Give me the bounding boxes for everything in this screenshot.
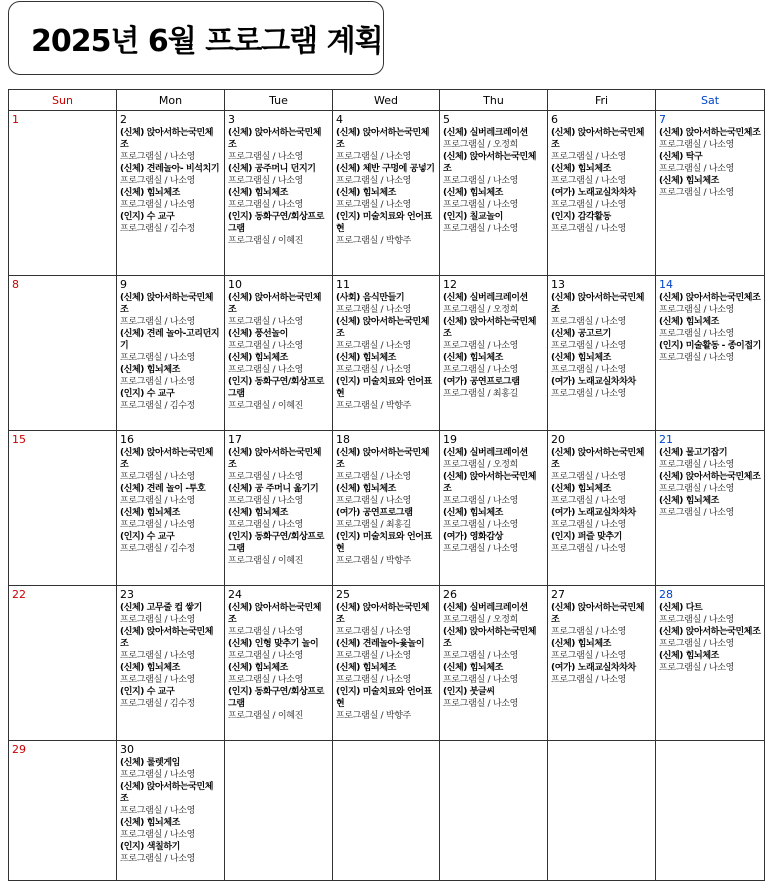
day-number: 30 [120, 743, 134, 756]
program-location: 프로그램실 / 이혜진 [228, 236, 304, 246]
program-name: (신체) 앉아서하는국민체조 [659, 293, 761, 303]
program-name: (신체) 견레놀아-윷놀이 [336, 639, 425, 649]
program-name: (인지) 색칠하기 [120, 842, 180, 852]
program-location: 프로그램실 / 나소영 [120, 520, 196, 530]
weekday-thu: Thu [440, 90, 548, 111]
program-name: (신체) 공고르기 [551, 329, 611, 339]
program-name: (신체) 앉아서하는국민체조 [120, 782, 214, 804]
program-location: 프로그램실 / 박향주 [336, 556, 412, 566]
program-location: 프로그램실 / 나소영 [551, 520, 627, 530]
program-name: (신체) 힘뇌체조 [443, 353, 503, 363]
program-name: (인지) 미술활동 - 종이접기 [659, 341, 761, 351]
program-location: 프로그램실 / 나소영 [228, 317, 304, 327]
program-location: 프로그램실 / 나소영 [120, 377, 196, 387]
program-name: (신체) 힘뇌체조 [120, 188, 180, 198]
program-location: 프로그램실 / 나소영 [443, 699, 519, 709]
program-location: 프로그램실 / 나소영 [551, 496, 627, 506]
program-name: (신체) 힘뇌체조 [120, 818, 180, 828]
program-name: (신체) 힘뇌체조 [336, 188, 396, 198]
program-location: 프로그램실 / 나소영 [443, 224, 519, 234]
day-number: 6 [551, 113, 558, 126]
program-location: 프로그램실 / 김수정 [120, 544, 196, 554]
program-location: 프로그램실 / 나소영 [228, 152, 304, 162]
day-number: 18 [336, 433, 350, 446]
program-location: 프로그램실 / 나소영 [120, 496, 196, 506]
day-cell [656, 431, 765, 586]
day-number: 26 [443, 588, 457, 601]
program-name: (신체) 실버레크레이션 [443, 448, 528, 458]
program-location: 프로그램실 / 나소영 [551, 365, 627, 375]
program-location: 프로그램실 / 나소영 [443, 675, 519, 685]
day-number: 10 [228, 278, 242, 291]
day-cell [656, 586, 765, 741]
day-cell [548, 431, 656, 586]
program-location: 프로그램실 / 나소영 [228, 520, 304, 530]
program-location: 프로그램실 / 나소영 [659, 188, 735, 198]
weekday-fri: Fri [548, 90, 656, 111]
program-location: 프로그램실 / 나소영 [659, 353, 735, 363]
day-cell [333, 276, 440, 431]
program-location: 프로그램실 / 나소영 [659, 615, 735, 625]
program-name: (인지) 동화구연/회상프로그램 [228, 687, 324, 709]
day-cell [117, 276, 225, 431]
day-cell [225, 111, 333, 276]
program-name: (신체) 힘뇌체조 [228, 508, 288, 518]
day-number: 21 [659, 433, 673, 446]
program-name: (여가) 노래교실차차차 [551, 188, 636, 198]
program-location: 프로그램실 / 나소영 [659, 460, 735, 470]
program-location: 프로그램실 / 오정희 [443, 305, 519, 315]
program-name: (인지) 미술치료와 언어표현 [336, 687, 432, 709]
program-name: (인지) 붓글씨 [443, 687, 495, 697]
program-location: 프로그램실 / 나소영 [659, 305, 735, 315]
day-cell [9, 741, 117, 881]
program-name: (신체) 앉아서하는국민체조 [443, 472, 537, 494]
program-name: (신체) 앉아서하는국민체조 [228, 448, 322, 470]
program-name: (신체) 실버레크레이션 [443, 293, 528, 303]
program-location: 프로그램실 / 나소영 [336, 341, 412, 351]
program-location: 프로그램실 / 나소영 [443, 544, 519, 554]
weekday-wed: Wed [333, 90, 440, 111]
program-location: 프로그램실 / 나소영 [659, 484, 735, 494]
day-cell [9, 586, 117, 741]
program-name: (신체) 힘뇌체조 [120, 508, 180, 518]
day-number: 25 [336, 588, 350, 601]
program-location: 프로그램실 / 나소영 [443, 200, 519, 210]
program-name: (신체) 앉아서하는국민체조 [120, 448, 214, 470]
program-name: (신체) 힘뇌체조 [336, 484, 396, 494]
day-cell [440, 111, 548, 276]
program-location: 프로그램실 / 최홍길 [336, 520, 412, 530]
program-name: (신체) 견레 놀이 -투호 [120, 484, 206, 494]
program-location: 프로그램실 / 나소영 [551, 627, 627, 637]
program-name: (신체) 공 주머니 옮기기 [228, 484, 319, 494]
program-location: 프로그램실 / 나소영 [659, 140, 735, 150]
program-location: 프로그램실 / 나소영 [120, 675, 196, 685]
program-name: (신체) 앉아서하는국민체조 [443, 627, 537, 649]
program-location: 프로그램실 / 나소영 [659, 508, 735, 518]
program-name: (신체) 견레 놀아-고리던지기 [120, 329, 220, 351]
program-name: (신체) 견레놀아- 비석치기 [120, 164, 220, 174]
program-location: 프로그램실 / 나소영 [120, 317, 196, 327]
day-cell [117, 111, 225, 276]
program-location: 프로그램실 / 나소영 [551, 152, 627, 162]
day-cell [225, 276, 333, 431]
program-name: (신체) 실버레크레이션 [443, 128, 528, 138]
program-location: 프로그램실 / 나소영 [120, 830, 196, 840]
program-name: (신체) 힘뇌체조 [551, 639, 611, 649]
program-location: 프로그램실 / 나소영 [336, 472, 412, 482]
day-number: 1 [12, 113, 19, 126]
day-number: 8 [12, 278, 19, 291]
program-name: (신체) 체반 구멍에 공넣기 [336, 164, 435, 174]
program-name: (신체) 앉아서하는국민체조 [336, 128, 430, 150]
program-location: 프로그램실 / 김수정 [120, 699, 196, 709]
program-name: (신체) 앉아서하는국민체조 [336, 317, 430, 339]
day-cell [548, 586, 656, 741]
day-number: 4 [336, 113, 343, 126]
program-name: (인지) 미술치료와 언어표현 [336, 532, 432, 554]
day-cell [225, 586, 333, 741]
program-name: (인지) 퍼즐 맞추기 [551, 532, 622, 542]
program-location: 프로그램실 / 나소영 [120, 854, 196, 864]
program-location: 프로그램실 / 나소영 [120, 152, 196, 162]
day-cell [656, 276, 765, 431]
program-name: (신체) 앉아서하는국민체조 [228, 293, 322, 315]
program-name: (신체) 힘뇌체조 [551, 353, 611, 363]
program-location: 프로그램실 / 나소영 [120, 472, 196, 482]
program-location: 프로그램실 / 나소영 [228, 365, 304, 375]
week-row [9, 431, 765, 586]
day-cell [9, 111, 117, 276]
day-cell [117, 741, 225, 881]
program-name: (신체) 다트 [659, 603, 703, 613]
program-name: (신체) 앉아서하는국민체조 [228, 603, 322, 625]
program-name: (신체) 힘뇌체조 [336, 353, 396, 363]
program-name: (여가) 영화감상 [443, 532, 503, 542]
program-name: (신체) 룰렛게임 [120, 758, 180, 768]
program-location: 프로그램실 / 나소영 [551, 544, 627, 554]
program-location: 프로그램실 / 나소영 [228, 496, 304, 506]
program-location: 프로그램실 / 나소영 [228, 176, 304, 186]
program-name: (신체) 힘뇌체조 [228, 663, 288, 673]
program-location: 프로그램실 / 나소영 [551, 651, 627, 661]
program-location: 프로그램실 / 오정희 [443, 140, 519, 150]
day-number: 2 [120, 113, 127, 126]
program-name: (신체) 탁구 [659, 152, 703, 162]
day-cell [440, 586, 548, 741]
program-location: 프로그램실 / 나소영 [336, 176, 412, 186]
program-location: 프로그램실 / 나소영 [659, 639, 735, 649]
day-number: 29 [12, 743, 26, 756]
week-row [9, 276, 765, 431]
day-cell [225, 741, 333, 881]
program-name: (신체) 앉아서하는국민체조 [120, 293, 214, 315]
day-number: 12 [443, 278, 457, 291]
program-location: 프로그램실 / 나소영 [228, 627, 304, 637]
program-name: (신체) 앉아서하는국민체조 [551, 293, 645, 315]
program-name: (신체) 힘뇌체조 [228, 188, 288, 198]
day-number: 9 [120, 278, 127, 291]
program-location: 프로그램실 / 박향주 [336, 711, 412, 721]
program-name: (신체) 앉아서하는국민체조 [551, 603, 645, 625]
program-name: (인지) 동화구연/회상프로그램 [228, 377, 324, 399]
program-location: 프로그램실 / 나소영 [120, 353, 196, 363]
program-location: 프로그램실 / 나소영 [228, 341, 304, 351]
day-number: 15 [12, 433, 26, 446]
day-number: 13 [551, 278, 565, 291]
day-number: 7 [659, 113, 666, 126]
program-name: (여가) 노래교실차차차 [551, 508, 636, 518]
program-location: 프로그램실 / 나소영 [228, 675, 304, 685]
program-location: 프로그램실 / 박향주 [336, 236, 412, 246]
day-number: 3 [228, 113, 235, 126]
program-location: 프로그램실 / 나소영 [120, 651, 196, 661]
program-name: (인지) 동화구연/회상프로그램 [228, 532, 324, 554]
program-location: 프로그램실 / 나소영 [336, 200, 412, 210]
page-title: 2025년 6월 프로그램 계획 [31, 24, 383, 59]
program-name: (인지) 수 교구 [120, 532, 175, 542]
program-location: 프로그램실 / 나소영 [228, 651, 304, 661]
program-name: (신체) 앉아서하는국민체조 [551, 128, 645, 150]
weekday-tue: Tue [225, 90, 333, 111]
program-name: (신체) 물고기잡기 [659, 448, 728, 458]
program-location: 프로그램실 / 오정희 [443, 615, 519, 625]
program-location: 프로그램실 / 나소영 [659, 329, 735, 339]
program-location: 프로그램실 / 김수정 [120, 224, 196, 234]
program-name: (인지) 미술치료와 언어표현 [336, 212, 432, 234]
program-name: (신체) 앉아서하는국민체조 [659, 472, 761, 482]
program-name: (사회) 음식만들기 [336, 293, 405, 303]
program-name: (신체) 인형 맞추기 놀이 [228, 639, 319, 649]
week-row [9, 741, 765, 881]
program-location: 프로그램실 / 나소영 [336, 152, 412, 162]
day-cell [333, 586, 440, 741]
program-location: 프로그램실 / 나소영 [659, 663, 735, 673]
program-location: 프로그램실 / 나소영 [551, 341, 627, 351]
program-location: 프로그램실 / 이혜진 [228, 556, 304, 566]
program-name: (신체) 앉아서하는국민체조 [551, 448, 645, 470]
program-location: 프로그램실 / 나소영 [336, 675, 412, 685]
program-name: (신체) 힘뇌체조 [443, 188, 503, 198]
program-location: 프로그램실 / 이혜진 [228, 711, 304, 721]
title-box [8, 1, 384, 75]
day-number: 27 [551, 588, 565, 601]
program-name: (신체) 앉아서하는국민체조 [443, 317, 537, 339]
program-name: (신체) 힘뇌체조 [659, 651, 719, 661]
program-name: (신체) 힘뇌체조 [659, 176, 719, 186]
day-cell [117, 431, 225, 586]
day-cell [656, 741, 765, 881]
program-location: 프로그램실 / 나소영 [551, 176, 627, 186]
program-location: 프로그램실 / 나소영 [336, 651, 412, 661]
program-name: (인지) 수 교구 [120, 687, 175, 697]
day-cell [548, 111, 656, 276]
program-location: 프로그램실 / 나소영 [120, 200, 196, 210]
day-cell [440, 276, 548, 431]
day-number: 17 [228, 433, 242, 446]
day-cell [548, 276, 656, 431]
weekday-header-row [9, 90, 765, 111]
day-number: 22 [12, 588, 26, 601]
program-location: 프로그램실 / 나소영 [443, 520, 519, 530]
day-number: 11 [336, 278, 350, 291]
program-name: (인지) 미술치료와 언어표현 [336, 377, 432, 399]
program-location: 프로그램실 / 나소영 [443, 365, 519, 375]
program-name: (신체) 앉아서하는국민체조 [336, 448, 430, 470]
program-name: (신체) 힘뇌체조 [659, 317, 719, 327]
program-name: (신체) 앉아서하는국민체조 [228, 128, 322, 150]
program-name: (신체) 힘뇌체조 [443, 663, 503, 673]
program-location: 프로그램실 / 나소영 [443, 176, 519, 186]
program-location: 프로그램실 / 박향주 [336, 401, 412, 411]
day-number: 24 [228, 588, 242, 601]
program-location: 프로그램실 / 나소영 [336, 365, 412, 375]
day-cell [333, 111, 440, 276]
program-name: (인지) 수 교구 [120, 389, 175, 399]
program-name: (신체) 힘뇌체조 [228, 353, 288, 363]
program-location: 프로그램실 / 나소영 [120, 806, 196, 816]
program-location: 프로그램실 / 오정희 [443, 460, 519, 470]
week-row [9, 586, 765, 741]
day-cell [9, 276, 117, 431]
program-name: (신체) 공주머니 던지기 [228, 164, 316, 174]
program-name: (여가) 노래교실차차차 [551, 663, 636, 673]
program-location: 프로그램실 / 나소영 [228, 472, 304, 482]
day-number: 14 [659, 278, 673, 291]
day-number: 23 [120, 588, 134, 601]
program-name: (신체) 실버레크레이션 [443, 603, 528, 613]
day-number: 19 [443, 433, 457, 446]
program-name: (신체) 힘뇌체조 [120, 365, 180, 375]
program-name: (신체) 앉아서하는국민체조 [120, 128, 214, 150]
day-cell [333, 741, 440, 881]
program-location: 프로그램실 / 나소영 [659, 164, 735, 174]
program-name: (신체) 힘뇌체조 [336, 663, 396, 673]
program-name: (신체) 힘뇌체조 [443, 508, 503, 518]
program-name: (신체) 고무줄 컵 쌓기 [120, 603, 202, 613]
program-name: (신체) 앉아서하는국민체조 [443, 152, 537, 174]
program-name: (여가) 공연프로그램 [336, 508, 413, 518]
calendar-table [8, 89, 765, 881]
program-name: (신체) 풍선놀이 [228, 329, 288, 339]
week-row [9, 111, 765, 276]
program-location: 프로그램실 / 나소영 [551, 472, 627, 482]
day-cell [440, 431, 548, 586]
day-cell [333, 431, 440, 586]
program-location: 프로그램실 / 나소영 [228, 200, 304, 210]
program-location: 프로그램실 / 최홍길 [443, 389, 519, 399]
day-cell [440, 741, 548, 881]
program-location: 프로그램실 / 김수정 [120, 401, 196, 411]
program-name: (신체) 힘뇌체조 [659, 496, 719, 506]
day-cell [117, 586, 225, 741]
weekday-sun: Sun [9, 90, 117, 111]
program-location: 프로그램실 / 이혜진 [228, 401, 304, 411]
day-cell [9, 431, 117, 586]
program-name: (여가) 공연프로그램 [443, 377, 520, 387]
program-name: (인지) 수 교구 [120, 212, 175, 222]
program-name: (신체) 힘뇌체조 [120, 663, 180, 673]
day-number: 20 [551, 433, 565, 446]
program-location: 프로그램실 / 나소영 [336, 627, 412, 637]
program-name: (신체) 앉아서하는국민체조 [336, 603, 430, 625]
day-number: 5 [443, 113, 450, 126]
program-name: (인지) 칠교놀이 [443, 212, 503, 222]
program-name: (신체) 힘뇌체조 [551, 484, 611, 494]
program-location: 프로그램실 / 나소영 [120, 176, 196, 186]
program-name: (신체) 앉아서하는국민체조 [659, 627, 761, 637]
program-name: (여가) 노래교실차차차 [551, 377, 636, 387]
program-location: 프로그램실 / 나소영 [443, 496, 519, 506]
program-location: 프로그램실 / 나소영 [336, 305, 412, 315]
program-location: 프로그램실 / 나소영 [551, 389, 627, 399]
day-cell [225, 431, 333, 586]
program-location: 프로그램실 / 나소영 [443, 651, 519, 661]
program-location: 프로그램실 / 나소영 [551, 317, 627, 327]
day-cell [548, 741, 656, 881]
weekday-mon: Mon [117, 90, 225, 111]
day-cell [656, 111, 765, 276]
program-name: (신체) 힘뇌체조 [551, 164, 611, 174]
program-name: (인지) 감각활동 [551, 212, 611, 222]
program-name: (신체) 앉아서하는국민체조 [659, 128, 761, 138]
day-number: 28 [659, 588, 673, 601]
program-name: (인지) 동화구연/회상프로그램 [228, 212, 324, 234]
program-location: 프로그램실 / 나소영 [551, 200, 627, 210]
program-name: (신체) 앉아서하는국민체조 [120, 627, 214, 649]
program-location: 프로그램실 / 나소영 [120, 615, 196, 625]
program-location: 프로그램실 / 나소영 [443, 341, 519, 351]
program-location: 프로그램실 / 나소영 [336, 496, 412, 506]
weekday-sat: Sat [656, 90, 765, 111]
program-location: 프로그램실 / 나소영 [551, 224, 627, 234]
program-location: 프로그램실 / 나소영 [120, 770, 196, 780]
day-number: 16 [120, 433, 134, 446]
program-location: 프로그램실 / 나소영 [551, 675, 627, 685]
